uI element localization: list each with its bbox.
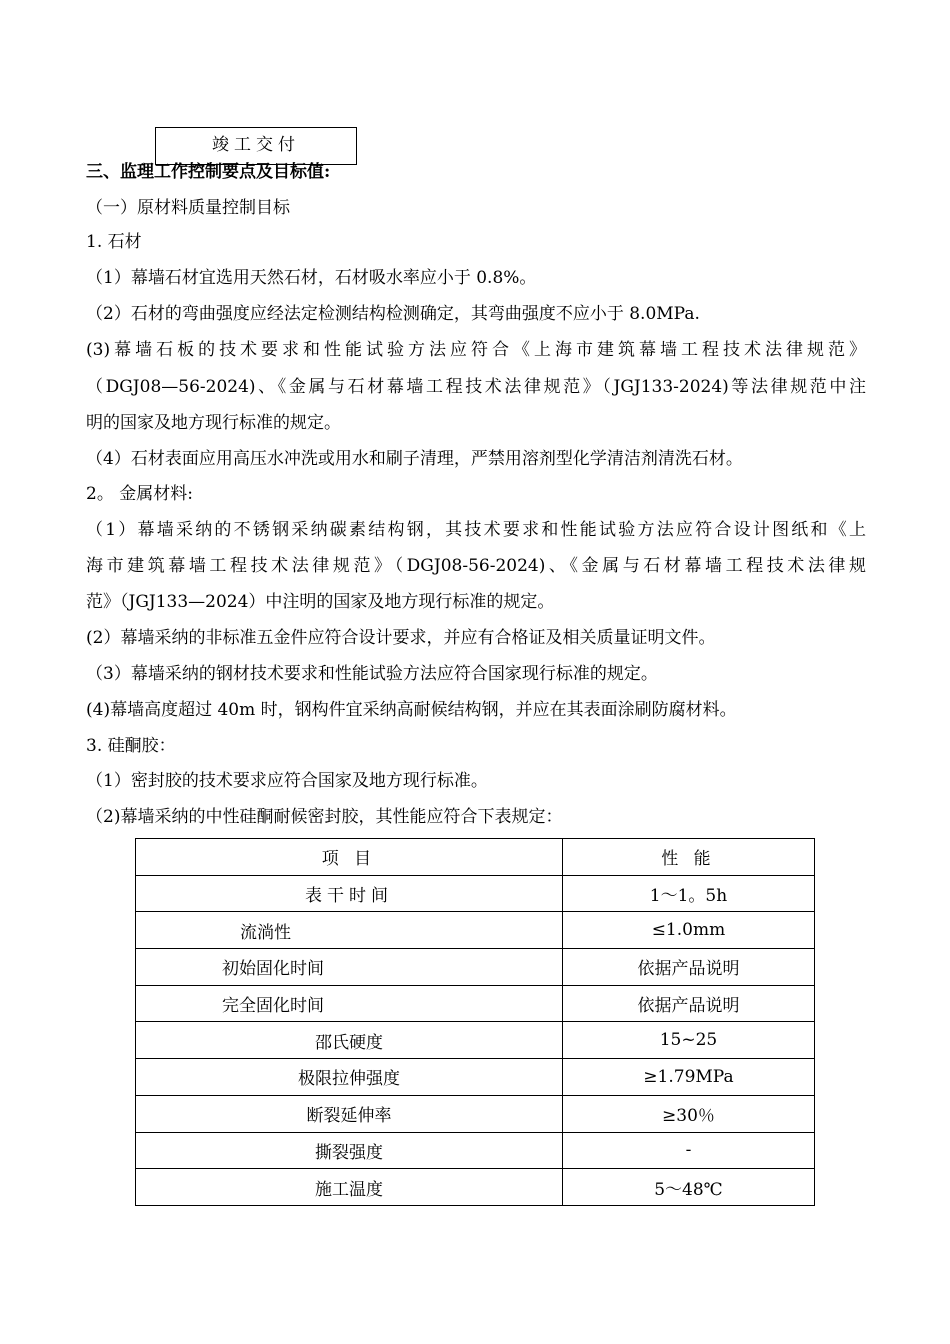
row-performance: 15~25 xyxy=(562,1022,814,1059)
row-item: 撕裂强度 xyxy=(136,1132,563,1169)
row-item: 极限拉伸强度 xyxy=(136,1059,563,1096)
row-performance: ≥30％ xyxy=(562,1095,814,1132)
table-row xyxy=(136,1132,815,1169)
header-item: 项 目 xyxy=(136,839,563,876)
row-item: 流淌性 xyxy=(136,912,563,949)
metal-item-1-line-3: 范》（JGJ133—2024）中注明的国家及地方现行标准的规定。 xyxy=(86,592,555,612)
table-row xyxy=(136,1059,815,1096)
silicone-title: 3. 硅酮胶： xyxy=(86,736,176,756)
silicone-item-2: （2)幕墙采纳的中性硅酮耐候密封胶，其性能应符合下表规定： xyxy=(86,807,563,827)
table-header-row xyxy=(136,839,815,876)
stone-item-1: （1）幕墙石材宜选用天然石材，石材吸水率应小于 0.8%。 xyxy=(86,268,537,288)
metal-item-1-line-1: （1）幕墙采纳的不锈钢采纳碳素结构钢，其技术要求和性能试验方法应符合设计图纸和《上 xyxy=(86,520,866,540)
stone-item-2: （2）石材的弯曲强度应经法定检测结构检测确定，其弯曲强度不应小于 8.0MPa. xyxy=(86,304,700,324)
sealant-performance-table xyxy=(135,838,815,1206)
row-item: 初始固化时间 xyxy=(136,949,563,986)
header-performance: 性 能 xyxy=(562,839,814,876)
row-performance: 1～1。5h xyxy=(562,875,814,912)
table-row xyxy=(136,1169,815,1206)
row-item: 完全固化时间 xyxy=(136,985,563,1022)
row-performance: ≥1.79MPa xyxy=(562,1059,814,1096)
row-performance: 依据产品说明 xyxy=(562,949,814,986)
metal-title: 2。 金属材料: xyxy=(86,484,193,504)
metal-item-1-line-2: 海市建筑幕墙工程技术法律规范》（DGJ08-56-2024)、《金属与石材幕墙工程技术法律规 xyxy=(86,556,866,576)
table-row xyxy=(136,1022,815,1059)
metal-item-2: (2）幕墙采纳的非标准五金件应符合设计要求，并应有合格证及相关质量证明文件。 xyxy=(86,628,716,648)
completion-delivery-box: 竣工交付 xyxy=(155,127,357,165)
row-item: 断裂延伸率 xyxy=(136,1095,563,1132)
metal-item-3: （3）幕墙采纳的钢材技术要求和性能试验方法应符合国家现行标准的规定。 xyxy=(86,664,658,684)
stone-item-3-line-2: （DGJ08—56-2024)、《金属与石材幕墙工程技术法律规范》（JGJ133-2024)等法律规范中注 xyxy=(86,377,866,397)
section-title: 三、监理工作控制要点及目标值: xyxy=(86,162,331,182)
row-item: 表干时间 xyxy=(136,875,563,912)
table-row xyxy=(136,875,815,912)
row-item: 施工温度 xyxy=(136,1169,563,1206)
subsection-title: （一）原材料质量控制目标 xyxy=(86,198,290,218)
table-row xyxy=(136,949,815,986)
metal-item-4: (4)幕墙高度超过 40m 时，钢构件宜采纳高耐候结构钢，并应在其表面涂刷防腐材料。 xyxy=(86,700,737,720)
row-item: 邵氏硬度 xyxy=(136,1022,563,1059)
row-performance: 依据产品说明 xyxy=(562,985,814,1022)
table-row xyxy=(136,985,815,1022)
table-row xyxy=(136,1095,815,1132)
row-performance: 5～48℃ xyxy=(562,1169,814,1206)
row-performance: ≤1.0mm xyxy=(562,912,814,949)
stone-title: 1. 石材 xyxy=(86,232,142,252)
row-performance: - xyxy=(562,1132,814,1169)
table-row xyxy=(136,912,815,949)
stone-item-3-line-3: 明的国家及地方现行标准的规定。 xyxy=(86,413,341,433)
stone-item-4: （4）石材表面应用高压水冲洗或用水和刷子清理，严禁用溶剂型化学清洁剂清洗石材。 xyxy=(86,449,743,469)
silicone-item-1: （1）密封胶的技术要求应符合国家及地方现行标准。 xyxy=(86,771,488,791)
stone-item-3-line-1: (3)幕墙石板的技术要求和性能试验方法应符合《上海市建筑幕墙工程技术法律规范》 xyxy=(86,340,866,360)
